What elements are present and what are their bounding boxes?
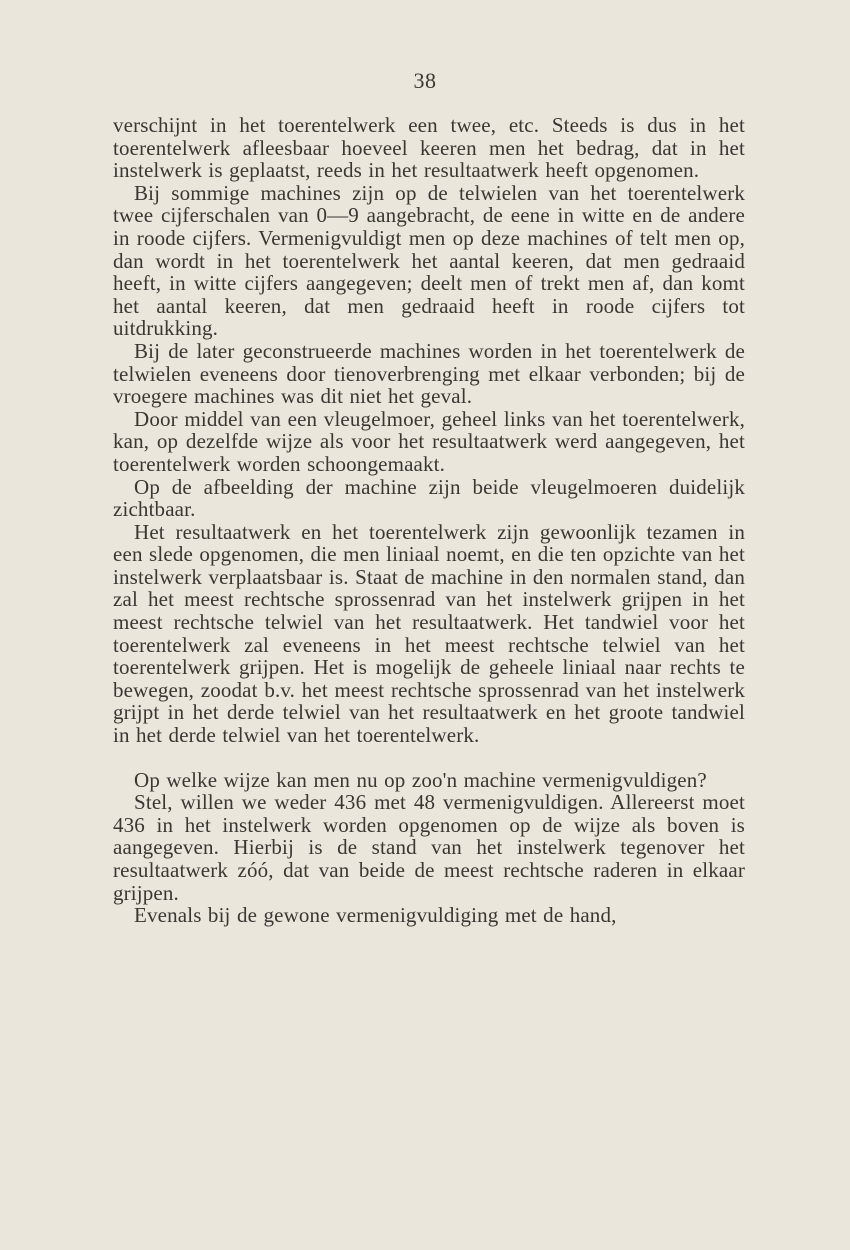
paragraph-6: Het resultaatwerk en het toerentelwerk zijn gewoonlijk tezamen in een slede opgenomen, die men liniaal noemt, en die ten opzichte van het instelwerk verplaatsbaar is. Staat de machine in den normalen stand, dan zal het meest rechtsche sprossenrad van het instelwerk grijpen in het meest rechtsche telwiel van het resultaatwerk. Het tandwiel voor het toerentelwerk zal eveneens in het meest rechtsche telwiel van het toerentelwerk grijpen. Het is mogelijk de geheele liniaal naar rechts te bewegen, zoodat b.v. het meest rechtsche sprossenrad van het instelwerk grijpt in het derde telwiel van het resultaatwerk en het groote tandwiel in het derde telwiel van het toerentelwerk. xyxy=(113,519,745,748)
paragraph-3: Bij de later geconstrueerde machines worden in het toerentelwerk de telwielen eveneens door tienoverbrenging met elkaar verbonden; bij de vroegere machines was dit niet het geval. xyxy=(113,338,745,409)
body-text xyxy=(113,114,745,927)
paragraph-9: Evenals bij de gewone vermenigvuldiging met de hand, xyxy=(134,903,617,928)
paragraph-4: Door middel van een vleugelmoer, geheel links van het toerentelwerk, kan, op dezelfde wijze als voor het resultaatwerk werd aangegeven, het toerentelwerk worden schoongemaakt. xyxy=(113,406,745,476)
paragraph-7: Op welke wijze kan men nu op zoo'n machine vermenigvuldigen? xyxy=(134,767,707,792)
paragraph-5: Op de afbeelding der machine zijn beide vleugelmoeren duidelijk zichtbaar. xyxy=(113,474,745,522)
page-number: 38 xyxy=(413,68,437,93)
paragraph-8: Stel, willen we weder 436 met 48 vermenigvuldigen. Allereerst moet 436 in het instelwerk worden opgenomen op de wijze als boven is aangegeven. Hierbij is de stand van het instelwerk tegenover het resultaatwerk zóó, dat van beide de meest rechtsche raderen in elkaar grijpen. xyxy=(113,790,745,905)
paragraph-1: verschijnt in het toerentelwerk een twee, etc. Steeds is dus in het toerentelwerk afleesbaar hoeveel keeren men het bedrag, dat in het instelwerk is geplaatst, reeds in het resultaatwerk heeft opgenomen. xyxy=(113,113,745,183)
paragraph-2: Bij sommige machines zijn op de telwielen van het toerentelwerk twee cijferschalen van 0—9 aangebracht, de eene in witte en de andere in roode cijfers. Vermenigvuldigt men op deze machines of telt men op, dan wordt in het toerentelwerk het aantal keeren, dat men gedraaid heeft, in witte cijfers aangegeven; deelt men of trekt men af, dan komt het aantal keeren, dat men gedraaid heeft in roode cijfers tot uitdrukking. xyxy=(113,180,745,341)
